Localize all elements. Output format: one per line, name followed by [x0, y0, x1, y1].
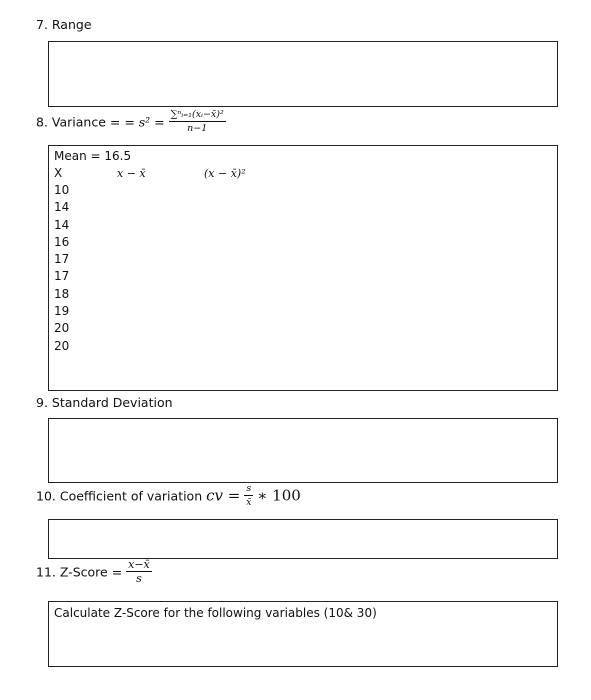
cv-formula-lhs: cv = — [206, 486, 241, 505]
x-value: 16 — [54, 234, 70, 249]
mean-text: Mean = 16.5 — [54, 149, 132, 163]
question-10-label — [36, 484, 301, 510]
coefficient-of-variation-label: 10. Coefficient of variation — [36, 488, 203, 504]
z-score-instruction: Calculate Z-Score for the following variables (10& 30) — [54, 606, 377, 620]
range-answer-box[interactable] — [48, 41, 558, 107]
z-score-formula-denominator: s — [136, 572, 142, 585]
cv-formula-fraction — [244, 483, 253, 509]
variance-formula-lhs: s² = — [138, 114, 165, 130]
x-value: 17 — [54, 269, 70, 284]
z-score-formula-fraction — [126, 559, 152, 585]
x-value: 17 — [54, 252, 70, 267]
x-value: 14 — [54, 217, 70, 232]
variance-work-box[interactable] — [48, 145, 558, 391]
question-7-label: 7. Range — [36, 17, 92, 32]
cv-formula-multiplier: ∗ 100 — [257, 486, 301, 505]
z-score-answer-box[interactable] — [48, 601, 558, 667]
x-value: 19 — [54, 304, 70, 319]
variance-formula-fraction — [169, 109, 226, 135]
question-9-label: 9. Standard Deviation — [36, 395, 173, 410]
cv-formula-numerator: s — [246, 483, 252, 494]
z-score-label: 11. Z-Score = — [36, 564, 127, 580]
column-header-deviation: x − x̄ — [117, 167, 146, 180]
x-values-list — [54, 182, 69, 355]
variance-formula-numerator: ∑ⁿᵢ₌₁(xᵢ−x̄)² — [170, 109, 224, 120]
column-header-x: X — [54, 166, 63, 180]
variance-label: 8. Variance = = — [36, 114, 139, 130]
x-value: 10 — [54, 183, 70, 197]
z-score-formula-numerator: x−x̄ — [128, 558, 150, 571]
coefficient-of-variation-answer-box[interactable] — [48, 519, 558, 559]
cv-formula-denominator: x̄ — [246, 497, 252, 508]
x-value: 20 — [54, 338, 70, 353]
standard-deviation-answer-box[interactable] — [48, 418, 558, 483]
x-value: 18 — [54, 286, 70, 301]
question-8-label — [36, 110, 226, 136]
x-value: 20 — [54, 321, 70, 336]
variance-formula-denominator: n−1 — [187, 123, 208, 134]
x-value: 14 — [54, 200, 70, 215]
question-11-label — [36, 560, 152, 586]
column-header-squared-deviation: (x − x̄)² — [204, 167, 246, 180]
